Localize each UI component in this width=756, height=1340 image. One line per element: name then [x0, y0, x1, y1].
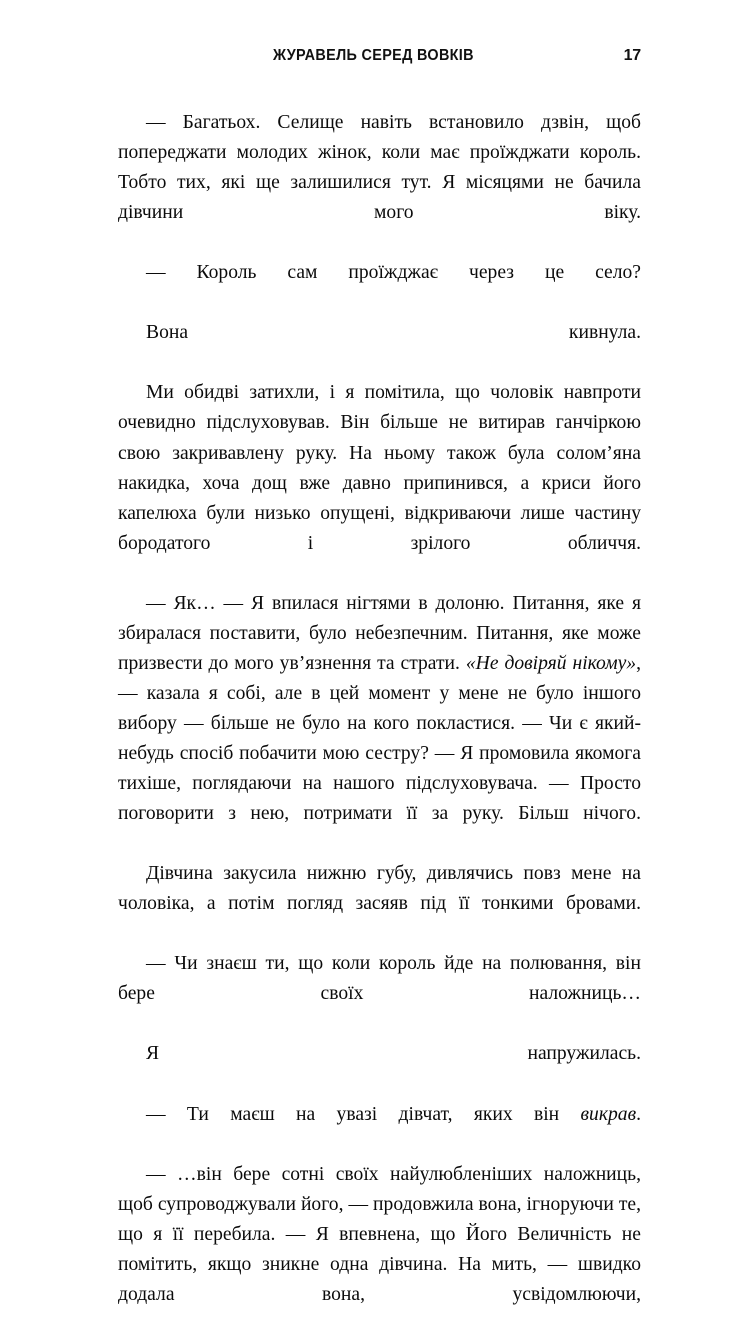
paragraph-text: Вона кивнула.	[146, 322, 641, 344]
paragraph	[118, 1039, 641, 1099]
paragraph-text: Ми обидві затихли, і я помітила, що чоловік навпроти очевидно підслуховував. Він більше не витирав ганчіркою свою закривавлену руку. На ньому також була солом’яна накидка, хоча дощ вже давно припинився, а криси його капелюха були низько опущені, відкриваючи лише частину бородатого і зрілого обличчя.	[118, 382, 641, 554]
paragraph	[118, 859, 641, 949]
running-header	[118, 47, 641, 71]
paragraph-text: — …він бере сотні своїх найулюбленіших наложниць, щоб супроводжували його, — продовжила вона, ігноруючи те, що я її перебила. — Я впевнена, що Його Величність не помітить, якщо зникне одна дівчина. На мить, — швидко додала вона, усвідомлюючи,	[118, 1163, 642, 1305]
page-number: 17	[623, 47, 641, 64]
paragraph	[118, 589, 641, 859]
paragraph-text: — Як… — Я впилася нігтями в долоню. Питання, яке я збиралася поставити, було небезпечним. Питання, яке може призвести до мого ув’язнення та страти.	[118, 592, 641, 674]
paragraph	[118, 1100, 641, 1160]
paragraph-text: .	[636, 1103, 641, 1125]
paragraph	[118, 108, 641, 258]
emphasis-text: викрав	[580, 1103, 637, 1125]
paragraph-text: — Багатьох. Селище навіть встановило дзвін, щоб попереджати молодих жінок, коли має проїжджати король. Тобто тих, які ще залишилися тут. Я місяцями не бачила дівчини мого віку.	[118, 112, 641, 224]
paragraph	[118, 378, 641, 588]
paragraph	[118, 318, 641, 378]
paragraph-text: Дівчина закусила нижню губу, дивлячись повз мене на чоловіка, а потім погляд засяяв під її тонкими бровами.	[118, 863, 641, 915]
paragraph-text: — Король сам проїжджає через це село?	[146, 262, 641, 284]
emphasis-text: «Не довіряй нікому»	[465, 652, 637, 674]
paragraph-text: , — казала я собі, але в цей момент у мене не було іншого вибору — більше не було на кого покластися. — Чи є який-небудь спосіб побачити мою сестру? — Я промовила якомога тихіше, поглядаючи на нашого підслуховувача. — Просто поговорити з нею, потримати її за руку. Більш нічого.	[118, 652, 642, 825]
body-text-block	[118, 108, 641, 1340]
running-header-book-title: ЖУРАВЕЛЬ СЕРЕД ВОВКІВ	[273, 47, 474, 64]
paragraph	[118, 1160, 641, 1340]
paragraph	[118, 258, 641, 318]
paragraph-text: Я напружилась.	[146, 1043, 641, 1065]
paragraph-text: — Чи знаєш ти, що коли король йде на полювання, він бере своїх наложниць…	[118, 953, 641, 1005]
paragraph	[118, 949, 641, 1039]
paragraph-text: — Ти маєш на увазі дівчат, яких він	[146, 1103, 581, 1125]
